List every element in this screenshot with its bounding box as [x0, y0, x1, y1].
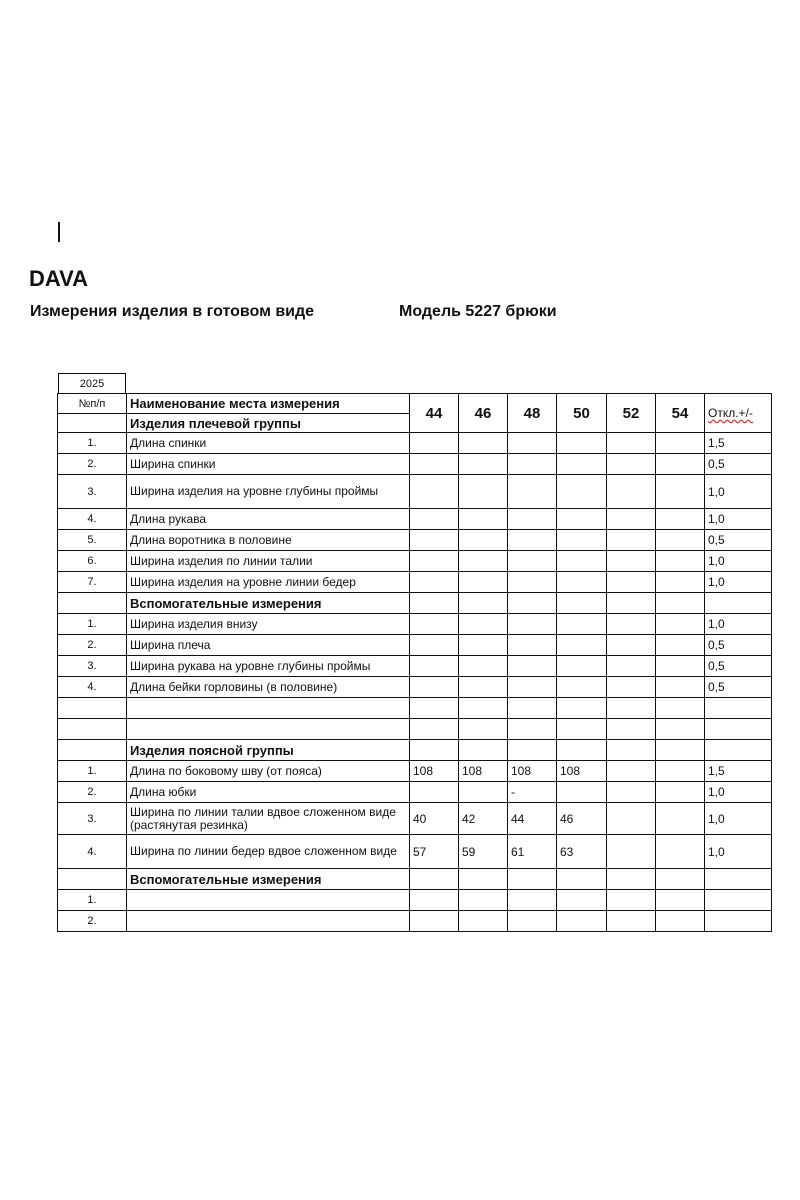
size-value-44 [410, 635, 459, 656]
size-value-44 [410, 433, 459, 454]
table-row [58, 719, 772, 740]
tolerance-value: 0,5 [705, 677, 772, 698]
size-value-52 [607, 530, 656, 551]
section-empty-cell [410, 593, 459, 614]
row-number: 2. [58, 911, 127, 932]
row-number: 1. [58, 614, 127, 635]
table-row [58, 677, 772, 698]
section-empty-cell [656, 869, 705, 890]
document-subtitle [30, 303, 557, 321]
measurement-name: Длина юбки [127, 782, 410, 803]
section-empty-cell [705, 593, 772, 614]
size-value-48 [508, 698, 557, 719]
row-number: 3. [58, 803, 127, 835]
row-number: 3. [58, 475, 127, 509]
table-row [58, 761, 772, 782]
section-empty-cell [508, 593, 557, 614]
size-value-50 [557, 433, 607, 454]
measurement-name: Ширина изделия на уровне глубины проймы [127, 475, 410, 509]
size-value-52 [607, 911, 656, 932]
size-value-50 [557, 509, 607, 530]
tolerance-value [705, 698, 772, 719]
size-value-44 [410, 698, 459, 719]
size-value-54 [656, 433, 705, 454]
size-value-48 [508, 614, 557, 635]
row-number: 1. [58, 761, 127, 782]
measurement-name [127, 719, 410, 740]
size-value-52 [607, 454, 656, 475]
table-row [58, 656, 772, 677]
size-value-50 [557, 530, 607, 551]
column-header-name: Наименование места измерения [127, 394, 410, 414]
table-row [58, 475, 772, 509]
section-empty-cell [557, 593, 607, 614]
size-value-50 [557, 551, 607, 572]
size-value-50 [557, 454, 607, 475]
table-row [58, 572, 772, 593]
size-value-48 [508, 509, 557, 530]
size-value-52 [607, 677, 656, 698]
size-header-54: 54 [656, 394, 705, 433]
size-value-44 [410, 475, 459, 509]
tolerance-value: 1,0 [705, 614, 772, 635]
measurement-name: Ширина плеча [127, 635, 410, 656]
size-value-54 [656, 835, 705, 869]
measurement-name: Длина воротника в половине [127, 530, 410, 551]
row-number: 4. [58, 509, 127, 530]
tolerance-value: 1,5 [705, 433, 772, 454]
row-number: 6. [58, 551, 127, 572]
size-value-52 [607, 782, 656, 803]
measurement-name: Ширина изделия внизу [127, 614, 410, 635]
size-value-48: 108 [508, 761, 557, 782]
column-header-tolerance [705, 394, 772, 433]
size-value-46 [459, 677, 508, 698]
size-value-52 [607, 656, 656, 677]
size-value-52 [607, 719, 656, 740]
size-header-46: 46 [459, 394, 508, 433]
size-value-44 [410, 509, 459, 530]
size-value-44 [410, 572, 459, 593]
size-value-54 [656, 454, 705, 475]
size-value-52 [607, 475, 656, 509]
size-value-46 [459, 475, 508, 509]
size-value-50 [557, 614, 607, 635]
size-value-52 [607, 551, 656, 572]
size-value-54 [656, 656, 705, 677]
section-empty-cell [459, 869, 508, 890]
section-title: Вспомогательные измерения [127, 869, 410, 890]
header-row [58, 394, 772, 414]
size-value-48 [508, 433, 557, 454]
brand-title: DAVA [29, 266, 89, 291]
measurement-name: Ширина изделия по линии талии [127, 551, 410, 572]
section-row [58, 593, 772, 614]
section-title: Изделия плечевой группы [127, 414, 410, 433]
section-empty-cell [607, 593, 656, 614]
size-value-50 [557, 719, 607, 740]
size-value-50 [557, 677, 607, 698]
size-value-48 [508, 572, 557, 593]
size-value-46: 108 [459, 761, 508, 782]
size-value-44: 40 [410, 803, 459, 835]
size-header-48: 48 [508, 394, 557, 433]
size-value-54 [656, 719, 705, 740]
size-value-46 [459, 890, 508, 911]
row-number: 5. [58, 530, 127, 551]
size-value-44 [410, 614, 459, 635]
size-value-52 [607, 803, 656, 835]
size-value-44 [410, 719, 459, 740]
tolerance-value [705, 890, 772, 911]
section-title: Изделия поясной группы [127, 740, 410, 761]
table-row [58, 509, 772, 530]
size-value-54 [656, 614, 705, 635]
measurement-name: Ширина изделия на уровне линии бедер [127, 572, 410, 593]
tolerance-value: 0,5 [705, 656, 772, 677]
section-row [58, 869, 772, 890]
section-empty-cell [705, 740, 772, 761]
measurement-name: Ширина рукава на уровне глубины проймы [127, 656, 410, 677]
table-row [58, 551, 772, 572]
size-value-50 [557, 635, 607, 656]
measurement-name: Ширина по линии талии вдвое сложенном виде (растянутая резинка) [127, 803, 410, 835]
measurement-name: Ширина спинки [127, 454, 410, 475]
size-value-50 [557, 698, 607, 719]
size-value-44: 57 [410, 835, 459, 869]
size-value-52 [607, 614, 656, 635]
table-row [58, 433, 772, 454]
size-value-54 [656, 475, 705, 509]
measurement-name: Длина рукава [127, 509, 410, 530]
row-number: 4. [58, 835, 127, 869]
size-value-50 [557, 911, 607, 932]
tolerance-value [705, 911, 772, 932]
size-value-50: 46 [557, 803, 607, 835]
size-value-54 [656, 782, 705, 803]
measurement-name [127, 890, 410, 911]
size-value-54 [656, 911, 705, 932]
size-value-48: 44 [508, 803, 557, 835]
size-value-50: 108 [557, 761, 607, 782]
size-value-52 [607, 761, 656, 782]
section-empty-cell [410, 869, 459, 890]
section-number-cell [58, 740, 127, 761]
size-value-46 [459, 782, 508, 803]
measurement-name [127, 698, 410, 719]
tolerance-value: 1,0 [705, 572, 772, 593]
tolerance-value: 1,5 [705, 761, 772, 782]
size-value-46: 42 [459, 803, 508, 835]
section-empty-cell [656, 593, 705, 614]
row-number: 1. [58, 890, 127, 911]
tolerance-value: 1,0 [705, 803, 772, 835]
tolerance-value: 1,0 [705, 551, 772, 572]
tolerance-value: 0,5 [705, 454, 772, 475]
tolerance-value: 1,0 [705, 835, 772, 869]
table-row [58, 911, 772, 932]
tolerance-value: 1,0 [705, 509, 772, 530]
table-row [58, 530, 772, 551]
size-value-54 [656, 677, 705, 698]
size-value-48 [508, 911, 557, 932]
section-number-cell [58, 593, 127, 614]
size-value-54 [656, 698, 705, 719]
section-empty-cell [607, 740, 656, 761]
size-value-46 [459, 911, 508, 932]
row-number: 2. [58, 782, 127, 803]
table-row [58, 614, 772, 635]
size-value-46 [459, 509, 508, 530]
section-row [58, 740, 772, 761]
size-value-44 [410, 911, 459, 932]
size-header-44: 44 [410, 394, 459, 433]
size-value-52 [607, 698, 656, 719]
row-number: 2. [58, 635, 127, 656]
column-header-number: №п/п [58, 394, 127, 414]
measurement-name: Длина спинки [127, 433, 410, 454]
size-value-46 [459, 635, 508, 656]
row-number: 3. [58, 656, 127, 677]
size-value-52 [607, 835, 656, 869]
size-value-54 [656, 551, 705, 572]
row-number [58, 698, 127, 719]
size-value-44 [410, 677, 459, 698]
size-value-52 [607, 635, 656, 656]
size-value-54 [656, 635, 705, 656]
size-value-46 [459, 530, 508, 551]
table-row [58, 782, 772, 803]
section-empty-cell [508, 740, 557, 761]
size-value-54 [656, 509, 705, 530]
measurement-name: Ширина по линии бедер вдвое сложенном виде [127, 835, 410, 869]
size-value-44 [410, 454, 459, 475]
size-value-44: 108 [410, 761, 459, 782]
section-title: Вспомогательные измерения [127, 593, 410, 614]
size-value-48: - [508, 782, 557, 803]
size-value-50 [557, 475, 607, 509]
tolerance-value: 1,0 [705, 782, 772, 803]
year-cell: 2025 [58, 373, 126, 394]
tolerance-value: 0,5 [705, 635, 772, 656]
table-row [58, 454, 772, 475]
size-value-44 [410, 782, 459, 803]
size-value-48 [508, 551, 557, 572]
row-number: 4. [58, 677, 127, 698]
size-value-46 [459, 614, 508, 635]
size-value-46 [459, 433, 508, 454]
measurement-name: Длина по боковому шву (от пояса) [127, 761, 410, 782]
size-value-50 [557, 890, 607, 911]
size-value-52 [607, 509, 656, 530]
table-row [58, 803, 772, 835]
size-value-50 [557, 782, 607, 803]
row-number [58, 719, 127, 740]
size-value-52 [607, 890, 656, 911]
size-value-48 [508, 890, 557, 911]
row-number: 7. [58, 572, 127, 593]
size-value-44 [410, 530, 459, 551]
size-value-48: 61 [508, 835, 557, 869]
tolerance-value: 0,5 [705, 530, 772, 551]
row-number: 2. [58, 454, 127, 475]
section-number-cell [58, 414, 127, 433]
tolerance-value [705, 719, 772, 740]
size-value-44 [410, 551, 459, 572]
size-value-48 [508, 656, 557, 677]
size-value-46 [459, 572, 508, 593]
size-value-46 [459, 656, 508, 677]
table-row [58, 835, 772, 869]
table-row [58, 890, 772, 911]
tolerance-label: Откл.+/- [708, 406, 753, 420]
section-empty-cell [410, 740, 459, 761]
section-empty-cell [705, 869, 772, 890]
row-number: 1. [58, 433, 127, 454]
section-number-cell [58, 869, 127, 890]
size-value-54 [656, 530, 705, 551]
size-value-52 [607, 433, 656, 454]
size-header-52: 52 [607, 394, 656, 433]
section-empty-cell [459, 740, 508, 761]
size-value-44 [410, 656, 459, 677]
measurement-name [127, 911, 410, 932]
size-value-48 [508, 719, 557, 740]
tolerance-value: 1,0 [705, 475, 772, 509]
section-empty-cell [557, 740, 607, 761]
measurements-title: Измерения изделия в готовом виде [30, 303, 315, 320]
size-value-54 [656, 761, 705, 782]
size-value-54 [656, 803, 705, 835]
size-value-46 [459, 551, 508, 572]
size-value-46 [459, 454, 508, 475]
measurement-name: Длина бейки горловины (в половине) [127, 677, 410, 698]
size-header-50: 50 [557, 394, 607, 433]
section-empty-cell [607, 869, 656, 890]
section-empty-cell [557, 869, 607, 890]
size-value-50 [557, 656, 607, 677]
section-empty-cell [459, 593, 508, 614]
table-row [58, 698, 772, 719]
measurements-table [57, 393, 772, 932]
size-value-44 [410, 890, 459, 911]
size-value-48 [508, 677, 557, 698]
size-value-46: 59 [459, 835, 508, 869]
size-value-52 [607, 572, 656, 593]
size-value-54 [656, 890, 705, 911]
size-value-48 [508, 635, 557, 656]
size-value-46 [459, 719, 508, 740]
table-row [58, 635, 772, 656]
size-value-50 [557, 572, 607, 593]
size-value-48 [508, 530, 557, 551]
size-value-46 [459, 698, 508, 719]
size-value-50: 63 [557, 835, 607, 869]
model-label: Модель 5227 брюки [399, 303, 557, 320]
section-empty-cell [508, 869, 557, 890]
size-value-54 [656, 572, 705, 593]
text-cursor [58, 222, 60, 242]
size-value-48 [508, 454, 557, 475]
section-empty-cell [656, 740, 705, 761]
size-value-48 [508, 475, 557, 509]
